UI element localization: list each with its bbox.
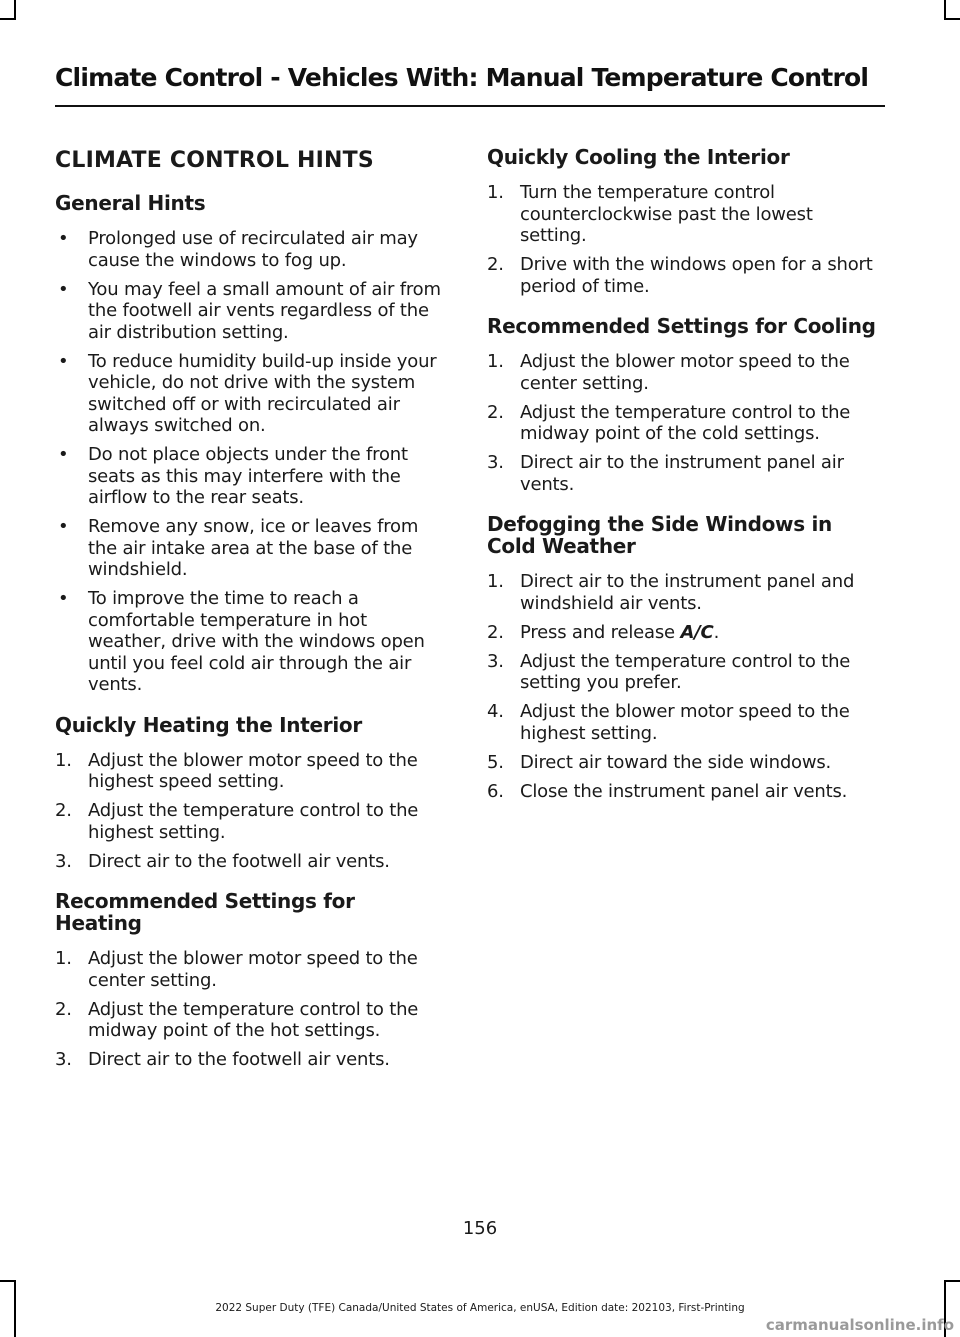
list-item [55,444,447,509]
list-item-text: Drive with the windows open for a short period of time. [520,254,873,297]
list-item-text: Adjust the blower motor speed to the center setting. [88,948,418,991]
bullet-marker: • [58,444,69,465]
list-item-text: Adjust the blower motor speed to the center setting. [520,351,850,394]
crop-mark [14,0,16,20]
list-item [487,622,879,644]
list-item [487,351,879,394]
section-title: CLIMATE CONTROL HINTS [55,148,374,173]
crop-mark [944,1280,960,1282]
list-item-text: Close the instrument panel air vents. [520,780,848,802]
step-number: 1. [55,948,72,969]
list-item-text: Direct air to the instrument panel and windshield air vents. [520,571,855,614]
step-number: 2. [55,998,72,1020]
list-item [55,750,447,793]
step-number: 1. [487,571,504,592]
step-number: 1. [487,182,504,203]
recommended-cooling-list [487,351,879,495]
list-item-text: Do not place objects under the front seats as this may interfere with the airflow to the rear seats. [88,444,408,508]
list-item [487,752,879,774]
list-item-text: Direct air toward the side windows. [520,751,832,773]
page-header-title: Climate Control - Vehicles With: Manual Temperature Control [55,63,869,92]
list-item [55,588,447,696]
step-number: 3. [487,452,504,473]
step-number: 2. [487,401,504,423]
list-item-text: . [713,621,720,643]
list-item [55,228,447,271]
step-number: 6. [487,780,504,802]
quick-cooling-list [487,182,879,297]
list-item-text: Turn the temperature control counterclockwise past the lowest setting. [520,182,813,246]
list-item-text: You may feel a small amount of air from the footwell air vents regardless of the air distribution setting. [88,278,441,343]
step-number: 3. [55,850,72,872]
left-column [55,146,447,1078]
defogging-heading: Defogging the Side Windows in Cold Weather [487,512,832,558]
step-number: 3. [55,1049,72,1070]
list-item [487,651,879,694]
crop-mark [0,18,16,20]
list-item-text: Adjust the temperature control to the highest setting. [88,800,419,843]
general-hints-heading: General Hints [55,191,206,215]
list-item [487,571,879,614]
list-item [55,516,447,581]
quick-heating-list [55,750,447,873]
bullet-marker: • [58,588,69,609]
crop-mark [944,0,946,20]
list-item-text: Prolonged use of recirculated air may cause the windows to fog up. [88,228,418,271]
list-item-text: Adjust the blower motor speed to the highest speed setting. [88,749,418,792]
step-number: 2. [55,800,72,821]
list-item [487,701,879,744]
recommended-cooling-heading: Recommended Settings for Cooling [487,314,876,338]
list-item-text: Remove any snow, ice or leaves from the air intake area at the base of the windshield. [88,516,419,580]
list-item-text: Adjust the temperature control to the midway point of the cold settings. [520,401,851,444]
defogging-list [487,571,879,802]
step-number: 3. [487,650,504,672]
crop-mark [0,1280,16,1282]
list-item [487,452,879,495]
step-number: 4. [487,701,504,722]
list-item-text: Direct air to the footwell air vents. [88,850,390,872]
list-item [55,851,447,873]
step-number: 2. [487,621,504,643]
list-item [55,279,447,344]
list-item [487,402,879,445]
bullet-marker: • [58,228,69,249]
quick-heating-heading: Quickly Heating the Interior [55,712,362,737]
bullet-marker: • [58,350,69,372]
list-item [487,254,879,297]
page-number: 156 [462,1218,498,1239]
right-column [487,146,879,810]
list-item-text: Adjust the temperature control to the setting you prefer. [520,650,851,693]
step-number: 5. [487,751,504,773]
list-item [487,182,879,247]
list-item [55,999,447,1042]
step-number: 1. [55,749,72,771]
list-item [487,781,879,803]
list-item-text: Direct air to the footwell air vents. [88,1049,390,1070]
bullet-marker: • [58,278,69,300]
list-item-text: To improve the time to reach a comfortable temperature in hot weather, drive with the windows open until you feel cold air through the air vents. [88,588,425,695]
list-item-text: Adjust the blower motor speed to the highest setting. [520,701,850,744]
list-item-text: To reduce humidity build-up inside your vehicle, do not drive with the system switched off or with recirculated air always switched on. [88,350,437,436]
step-number: 2. [487,254,504,275]
ac-button-label: A/C [680,621,714,643]
list-item [55,1049,447,1071]
recommended-heating-heading: Recommended Settings for Heating [55,889,355,935]
list-item [55,948,447,991]
quick-cooling-heading: Quickly Cooling the Interior [487,145,790,169]
footer-text: 2022 Super Duty (TFE) Canada/United States of America, enUSA, Edition date: 202103, First-Printing [215,1302,745,1314]
list-item [55,351,447,437]
header-rule [55,105,885,107]
list-item-text: Adjust the temperature control to the midway point of the hot settings. [88,998,419,1041]
watermark: carmanualsonline.info [765,1316,954,1334]
general-hints-list [55,228,447,696]
list-item-text: Press and release [520,621,681,643]
crop-mark [944,18,960,20]
recommended-heating-list [55,948,447,1071]
list-item [55,800,447,843]
list-item-text: Direct air to the instrument panel air vents. [520,452,844,495]
step-number: 1. [487,351,504,372]
bullet-marker: • [58,516,69,537]
